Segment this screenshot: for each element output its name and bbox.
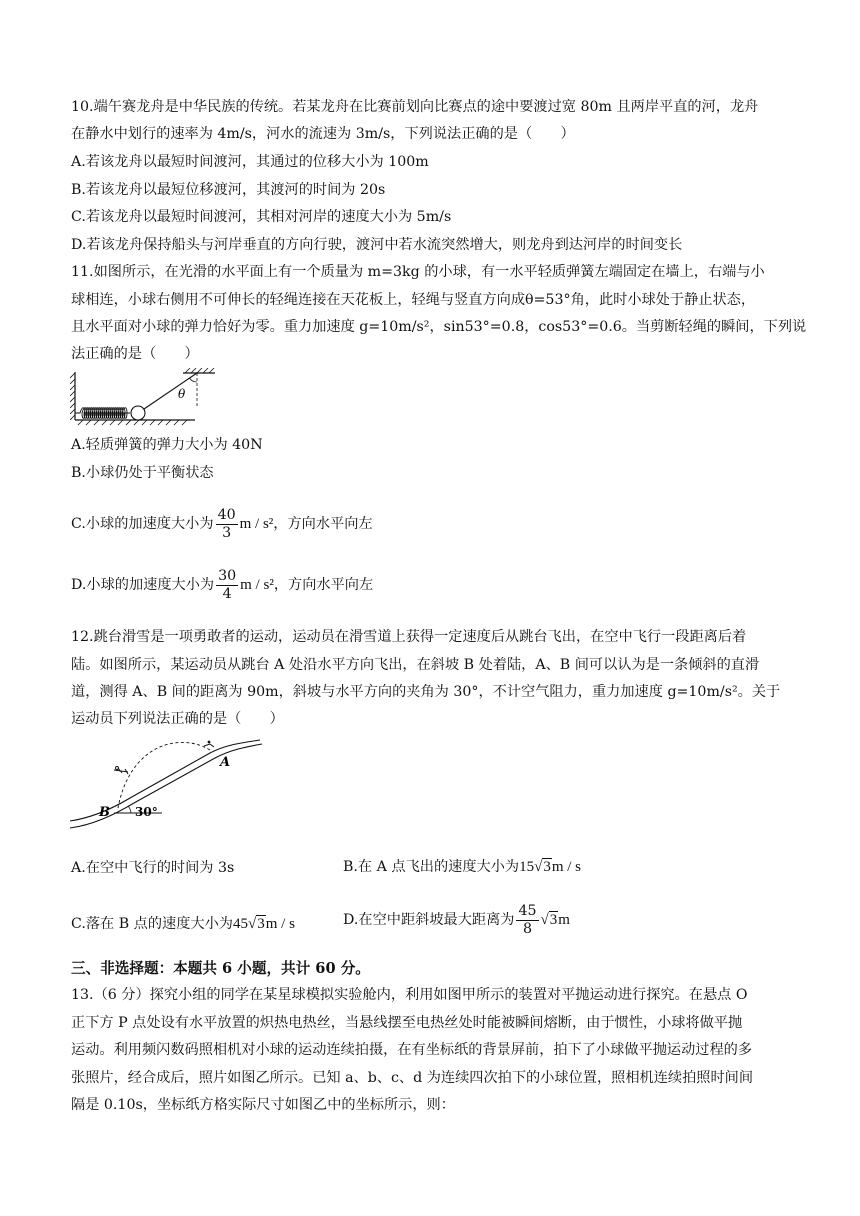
q11-stem-line-1: 11.如图所示，在光滑的水平面上有一个质量为 m=3kg 的小球，有一水平轻质弹簧左端固定在墙上，右端与小 <box>71 264 765 280</box>
q12-option-b <box>343 854 581 880</box>
q11-option-c-unit: m / s² <box>239 516 274 532</box>
q12-option-c-radicand: 3 <box>257 916 265 932</box>
q13-stem-line-5: 隔是 0.10s，坐标纸方格实际尺寸如图乙中的坐标所示，则： <box>71 1097 455 1113</box>
sqrt-symbol: √ <box>540 912 549 928</box>
slope-angle-label: 30° <box>135 805 158 819</box>
q12-option-b-coefficient: 15 <box>519 859 535 875</box>
q11-option-d-text: D.小球的加速度大小为 <box>71 577 215 593</box>
theta-label: θ <box>178 387 186 401</box>
q12-option-a: A.在空中飞行的时间为 3s <box>71 860 235 876</box>
q12-stem-line-3: 道，测得 A、B 间的距离为 90m，斜坡与水平方向的夹角为 30°，不计空气阻力，重力加速度 g=10m/s²。关于 <box>71 684 781 700</box>
q12-option-d-radicand: 3 <box>549 912 558 928</box>
q13-stem-line-2: 正下方 P 点处设有水平放置的炽热电热丝，当悬线摆至电热丝处时能被瞬间熔断，由于惯性，小球将做平抛 <box>71 1015 743 1031</box>
q12-stem-line-1: 12.跳台滑雪是一项勇敢者的运动，运动员在滑雪道上获得一定速度后从跳台飞出，在空中飞行一段距离后着 <box>71 629 747 645</box>
q13-stem-line-4: 张照片，经合成后，照片如图乙所示。已知 a、b、c、d 为连续四次拍下的小球位置，照相机连续拍照时间间 <box>71 1070 754 1086</box>
q12-stem-line-4: 运动员下列说法正确的是（ ） <box>71 711 284 727</box>
section-heading: 三、非选择题：本题共 6 小题，共计 60 分。 <box>71 960 370 977</box>
q11-stem-line-3: 且水平面对小球的弹力恰好为零。重力加速度 g=10m/s²，sin53°=0.8，cos53°=0.6。当剪断轻绳的瞬间，下列说 <box>71 319 807 335</box>
q11-option-b: B.小球仍处于平衡状态 <box>71 465 214 481</box>
q12-option-c <box>71 911 295 937</box>
sqrt-symbol: √ <box>534 859 543 875</box>
q13-stem-line-3: 运动。利用频闪数码照相机对小球的运动连续拍摄，在有坐标纸的背景屏前，拍下了小球做平抛运动过程的多 <box>71 1042 753 1058</box>
point-b-label: B <box>99 805 110 820</box>
q12-option-c-coefficient: 45 <box>233 916 248 932</box>
q12-option-b-text: B.在 A 点飞出的速度大小为 <box>343 859 520 875</box>
q13-stem-line-1: 13.（6 分）探究小组的同学在某星球模拟实验舱内，利用如图甲所示的装置对平抛运动进行探究。在悬点 O <box>71 987 748 1003</box>
q11-option-c-text: C.小球的加速度大小为 <box>71 516 214 532</box>
q11-option-d <box>71 567 373 603</box>
q10-stem-line-1: 10.端午赛龙舟是中华民族的传统。若某龙舟在比赛前划向比赛点的途中要渡过宽 80m 且两岸平直的河，龙舟 <box>71 99 759 115</box>
q12-option-d-numerator: 45 <box>518 902 537 919</box>
q12-option-d-unit: m <box>558 912 570 928</box>
q12-option-b-radicand: 3 <box>543 859 551 875</box>
sqrt-symbol: √ <box>248 916 257 932</box>
q12-stem-line-2: 陆。如图所示，某运动员从跳台 A 处沿水平方向飞出，在斜坡 B 处着陆，A、B 间可以认为是一条倾斜的直滑 <box>71 657 760 673</box>
q10-stem-line-2: 在静水中划行的速率为 4m/s，河水的流速为 3m/s，下列说法正确的是（ ） <box>71 126 575 142</box>
q11-option-d-direction: ，方向水平向左 <box>273 577 374 593</box>
q11-option-d-unit: m / s² <box>240 577 274 593</box>
q11-stem-line-4: 法正确的是（ ） <box>71 346 199 362</box>
spring-ball-figure <box>70 368 230 430</box>
q11-option-c <box>71 506 373 542</box>
q12-option-b-unit: m / s <box>551 859 581 875</box>
q12-option-d-fraction <box>516 903 538 938</box>
q11-option-c-numerator: 40 <box>217 506 236 523</box>
ski-jump-figure <box>70 738 270 832</box>
q10-option-b: B.若该龙舟以最短位移渡河，其渡河的时间为 20s <box>71 182 386 198</box>
q11-option-d-denominator: 4 <box>222 585 232 602</box>
q12-option-d <box>343 901 570 939</box>
q12-option-c-unit: m / s <box>265 916 295 932</box>
q10-option-d: D.若该龙舟保持船头与河岸垂直的方向行驶，渡河中若水流突然增大，则龙舟到达河岸的时间变长 <box>71 237 683 253</box>
q12-option-c-text: C.落在 B 点的速度大小为 <box>71 916 233 932</box>
q11-option-c-fraction <box>216 507 238 542</box>
q12-option-d-denominator: 8 <box>522 920 532 937</box>
q11-option-c-denominator: 3 <box>222 524 232 541</box>
q11-option-d-fraction <box>216 568 238 603</box>
q10-option-a: A.若该龙舟以最短时间渡河，其通过的位移大小为 100m <box>71 154 429 170</box>
q11-option-d-numerator: 30 <box>218 567 237 584</box>
q11-option-a: A.轻质弹簧的弹力大小为 40N <box>71 437 263 453</box>
q11-option-c-direction: ，方向水平向左 <box>273 516 373 532</box>
q11-stem-line-2: 球相连，小球右侧用不可伸长的轻绳连接在天花板上，轻绳与竖直方向成θ=53°角，此时小球处于静止状态， <box>71 292 756 308</box>
q10-option-c: C.若该龙舟以最短时间渡河，其相对河岸的速度大小为 5m/s <box>71 209 452 225</box>
q12-option-d-text: D.在空中距斜坡最大距离为 <box>343 912 515 928</box>
point-a-label: A <box>220 755 231 770</box>
